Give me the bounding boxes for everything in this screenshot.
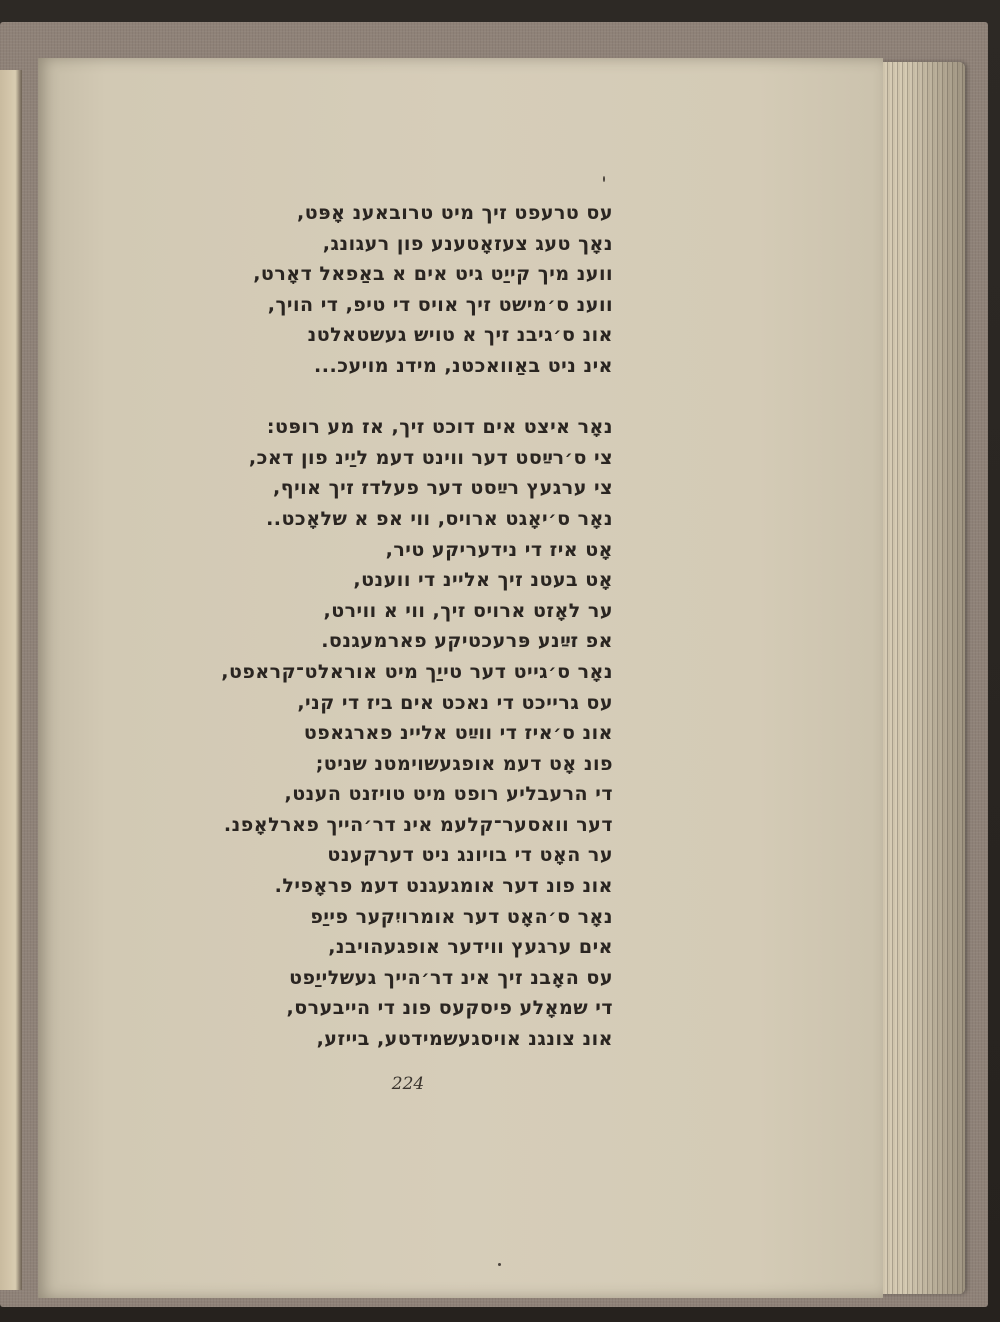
poem-line: פונ אָט דעמ אופגעשוימטנ שניט;	[315, 752, 613, 775]
stanza-2	[173, 412, 613, 1054]
poem-line: נאָר ס׳יאָגט ארויס, ווי אפ א שלאָכט..	[266, 507, 613, 530]
poem-line: עס האָבנ זיך אינ דר׳הייך געשלייַפט	[289, 966, 613, 989]
poem-line: עס גרייכט די נאכט אים ביז די קני,	[297, 691, 613, 714]
poem-line: אונ ס׳איז די ווײַט אליינ פארגאפט	[303, 722, 613, 745]
poem-line: ער לאָזט ארויס זיך, ווי א ווירט,	[323, 599, 613, 622]
stanza-gap	[173, 382, 613, 413]
paper-speck	[498, 1263, 501, 1266]
poem-line: נאָך טעג צעזאָטענע פון רעגונג,	[322, 232, 613, 255]
poem-line: נאָר איצט אים דוכט זיך, אז מע רופּט:	[266, 416, 613, 439]
poem-line: ער האָט די בויונג ניט דערקענט	[327, 844, 613, 867]
paper-speck	[603, 176, 605, 182]
poem-line: עס טרעפט זיך מיט טרובאענ אָפּט,	[297, 202, 613, 224]
poem-line: אפ זײַנע פּרעכטיקע פארמעגנס.	[321, 630, 613, 653]
poem-line: אָט איז די נידעריקע טיר,	[385, 538, 613, 561]
poem-line: אָט בעטנ זיך אליינ די ווענט,	[353, 569, 613, 592]
poem-line: די הרעבליע רופט מיט טויזנט הענט,	[284, 783, 613, 806]
poem-line: אונ ס׳גיבנ זיך א טויש געשטאלטנ	[307, 324, 613, 347]
page-number: 224	[391, 1074, 425, 1094]
stanza-1	[173, 198, 613, 382]
poem-line: אינ ניט באַוואכטנ, מידנ מויעכ...	[314, 354, 613, 377]
poem-line: אים ערגעץ ווידער אופגעהויבנ,	[328, 936, 613, 959]
poem-line: צי ס׳רײַסט דער ווינט דעמ ליַינ פון דאכ,	[248, 446, 613, 469]
poem-line: ווענ ס׳מישט זיך אויס די טיפ, די הויך,	[267, 293, 613, 316]
poem-line: צי ערגעץ רײַסט דער פעלדז זיך אויף,	[273, 477, 613, 500]
poem-line: אונ פונ דער אומגעגנט דעמ פראָפיל.	[274, 875, 613, 898]
poem-line: ווענ מיך קייַט גיט אים א באַפאל דאָרט,	[253, 263, 613, 286]
poem-line: דער וואסער־קלעמ אינ דר׳הייך פארלאָפנ.	[223, 813, 613, 836]
poem-text	[173, 198, 613, 1055]
poem-line: אונ צונגנ אויסגעשמידטע, בייזע,	[316, 1028, 613, 1051]
page-edges-shadow	[905, 62, 965, 1294]
book-page	[38, 58, 883, 1298]
poem-line: נאָר ס׳האָט דער אומרויִקער פייַפ	[310, 905, 613, 928]
poem-line: די שמאָלע פיסקעס פונ די הייבערס,	[286, 997, 613, 1020]
left-page-edge	[0, 70, 22, 1290]
poem-line: נאָר ס׳גייט דער טייַך מיט אוראלט־קראפט,	[221, 660, 613, 683]
